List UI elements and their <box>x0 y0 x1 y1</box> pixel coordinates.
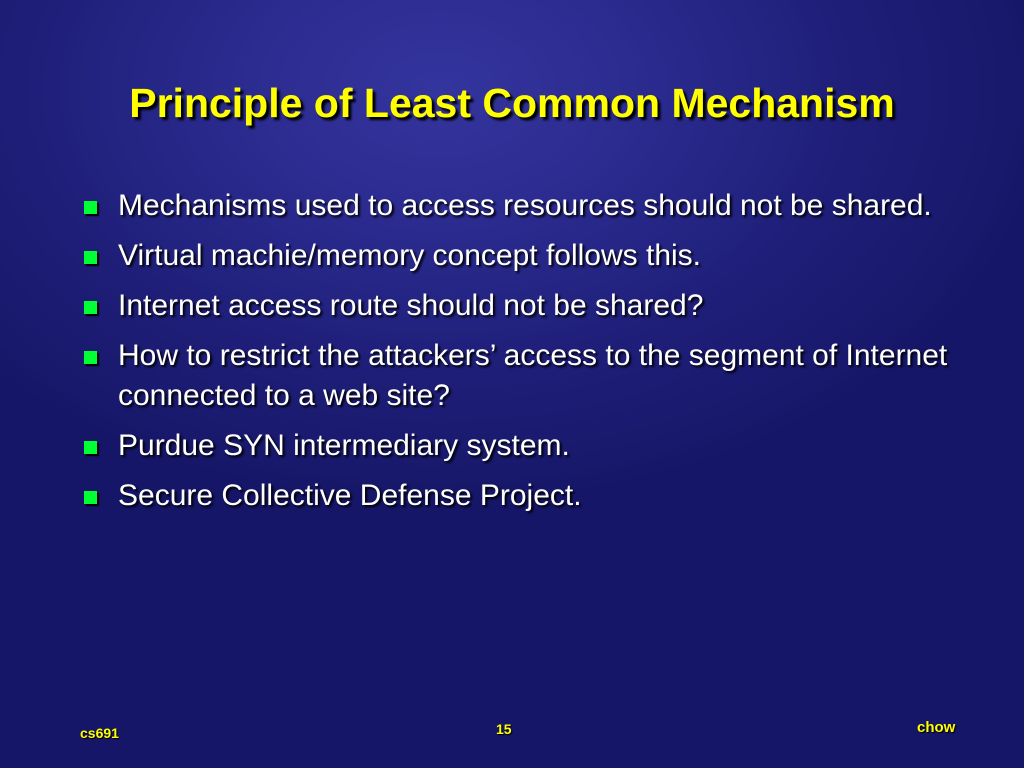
footer-page-number: 15 <box>496 721 512 737</box>
footer-course: cs691 <box>80 725 119 741</box>
square-bullet-icon <box>84 441 97 454</box>
list-item <box>80 336 960 416</box>
square-bullet-icon <box>84 301 97 314</box>
square-bullet-icon <box>84 351 97 364</box>
list-item <box>80 236 960 276</box>
square-bullet-icon <box>84 201 97 214</box>
list-item <box>80 426 960 466</box>
list-item <box>80 286 960 326</box>
bullet-text: Purdue SYN intermediary system. <box>118 429 570 462</box>
bullet-list <box>80 186 960 526</box>
bullet-text: Mechanisms used to access resources should not be shared. <box>118 189 932 222</box>
bullet-text: How to restrict the attackers’ access to the segment of Internet connected to a web site? <box>118 339 948 412</box>
bullet-text: Virtual machie/memory concept follows this. <box>118 239 702 272</box>
list-item <box>80 186 960 226</box>
list-item <box>80 476 960 516</box>
bullet-text: Internet access route should not be shared? <box>118 289 704 322</box>
bullet-text: Secure Collective Defense Project. <box>118 479 582 512</box>
footer-author: chow <box>917 719 956 736</box>
square-bullet-icon <box>84 251 97 264</box>
slide-title: Principle of Least Common Mechanism <box>129 80 895 126</box>
square-bullet-icon <box>84 491 97 504</box>
